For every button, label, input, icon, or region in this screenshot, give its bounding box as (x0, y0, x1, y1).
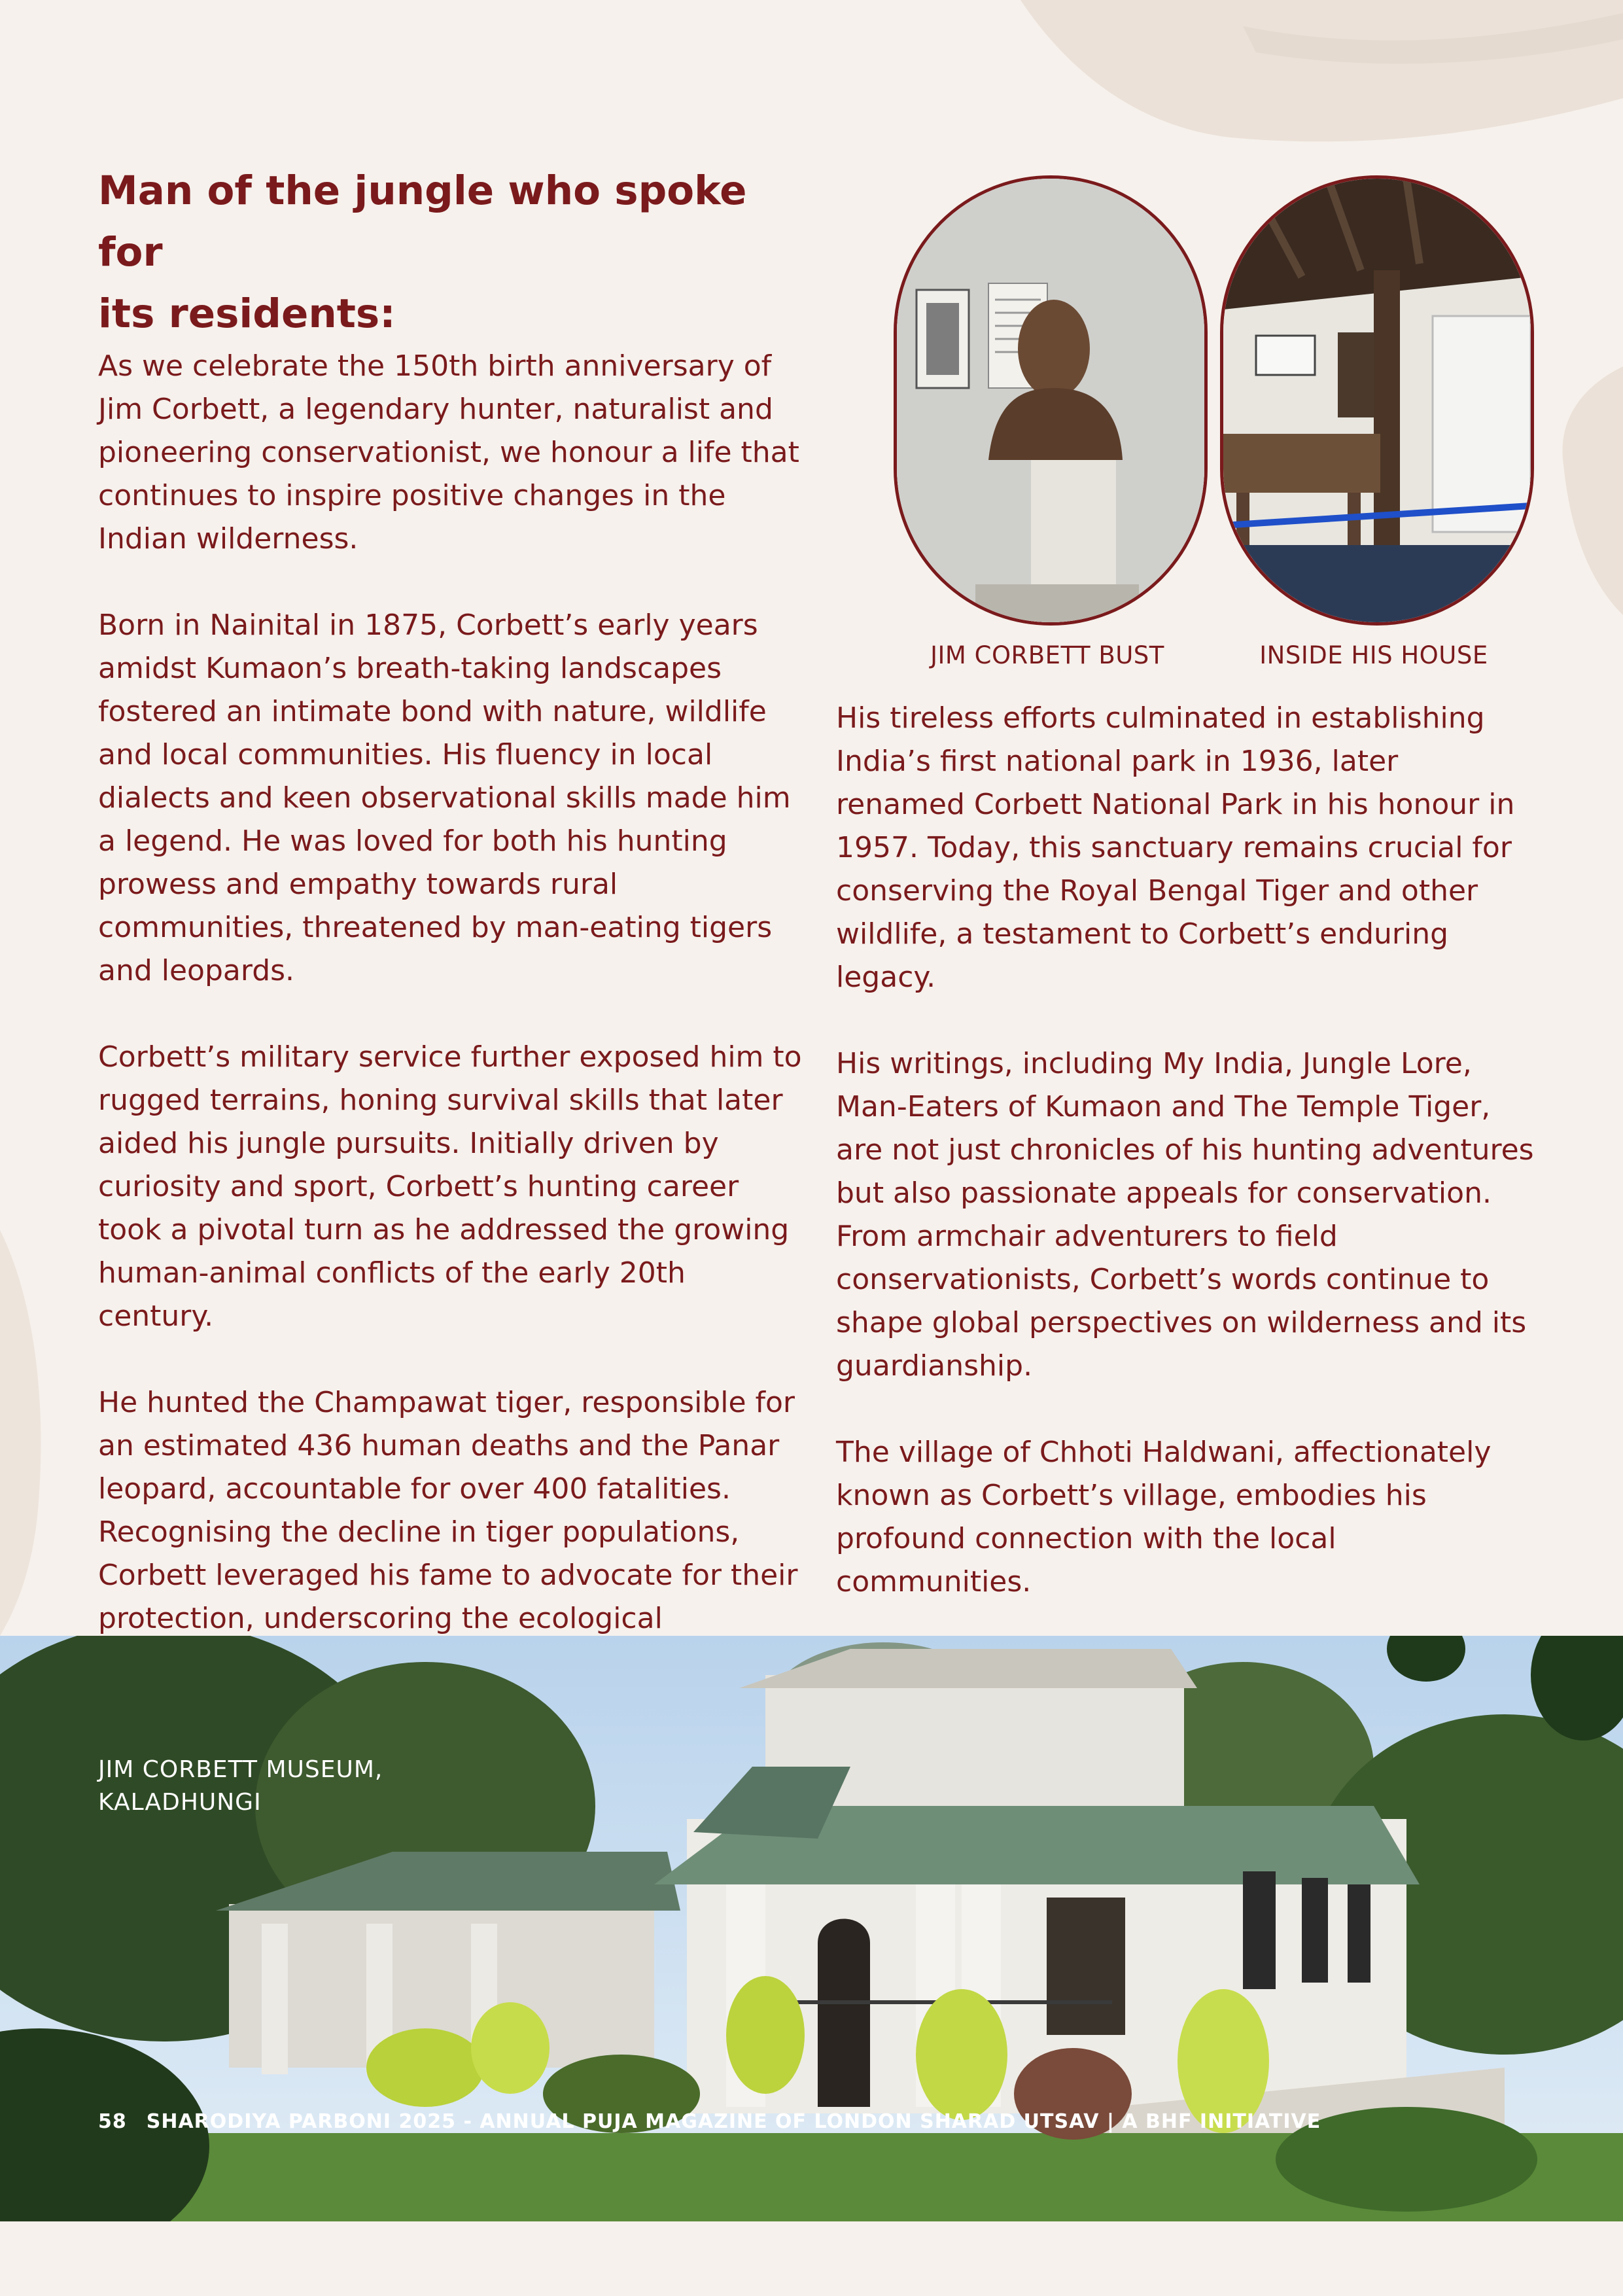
paragraph-intro: As we celebrate the 150th birth anniversary of Jim Corbett, a legendary hunter, naturalist and pioneering conservationist, we honour a life that continues to inspire positive changes in the Indian wilderness. (98, 349, 799, 556)
page-footer (98, 2110, 1321, 2133)
house-interior-illustration (1223, 179, 1531, 622)
page-number: 58 (98, 2110, 127, 2133)
museum-caption-line2: KALADHUNGI (98, 1789, 262, 1816)
museum-caption (98, 1754, 383, 1819)
jim-corbett-bust-photo (894, 175, 1208, 626)
paragraph-early-years: Born in Nainital in 1875, Corbett’s early years amidst Kumaon’s breath-taking landscapes fostered an intimate bond with nature, wildlife and local communities. His fluency in local dialects and keen observational skills made him a legend. He was loved for both his hunting prowess and empathy towards rural communities, threatened by man-eating tigers and leopards. (98, 609, 791, 987)
paragraph-military: Corbett’s military service further exposed him to rugged terrains, honing survival skills that later aided his jungle pursuits. Initially driven by curiosity and sport, Corbett’s hunting career took a pivotal turn as he addressed the growing human-animal conflicts of the early 20th century. (98, 1040, 802, 1333)
house-caption: INSIDE HIS HOUSE (1259, 641, 1488, 669)
bust-illustration (897, 179, 1204, 622)
paragraph-national-park: His tireless efforts culminated in establishing India’s first national park in 1936, later renamed Corbett National Park in his honour in 1957. Today, this sanctuary remains crucial for conserving the Royal Bengal Tiger and other wildlife, a testament to Corbett’s enduring legacy. (836, 701, 1515, 994)
article-heading: Man of the jungle who spoke for its residents: (98, 168, 747, 337)
article-right-column (836, 697, 1536, 1604)
article-left-column (98, 160, 808, 1684)
footer-text: SHARODIYA PARBONI 2025 - ANNUAL PUJA MAGAZINE OF LONDON SHARAD UTSAV | A BHF INITIATIVE (146, 2110, 1321, 2133)
bust-caption: JIM CORBETT BUST (930, 641, 1164, 669)
paragraph-writings: His writings, including My India, Jungle Lore, Man-Eaters of Kumaon and The Temple Tiger, are not just chronicles of his hunting adventures but also passionate appeals for conservation. From armchair adventurers to field conservationists, Corbett’s words continue to shape global perspectives on wilderness and its guardianship. (836, 1047, 1534, 1383)
brush-stroke-top (981, 0, 1623, 170)
museum-caption-line1: JIM CORBETT MUSEUM, (98, 1756, 383, 1783)
brush-stroke-left (0, 1230, 59, 1636)
museum-illustration (0, 1636, 1623, 2221)
paragraph-village: The village of Chhoti Haldwani, affectionately known as Corbett’s village, embodies his profound connection with the local communities. (836, 1436, 1492, 1598)
jim-corbett-museum-photo (0, 1636, 1623, 2221)
inside-his-house-photo (1220, 175, 1534, 626)
paragraph-hunting: He hunted the Champawat tiger, responsible for an estimated 436 human deaths and the Panar leopard, accountable for over 400 fatalities. Recognising the decline in tiger populations, Corbett leveraged his fame to advocate for their protection, underscoring the ecological (98, 1386, 798, 1635)
